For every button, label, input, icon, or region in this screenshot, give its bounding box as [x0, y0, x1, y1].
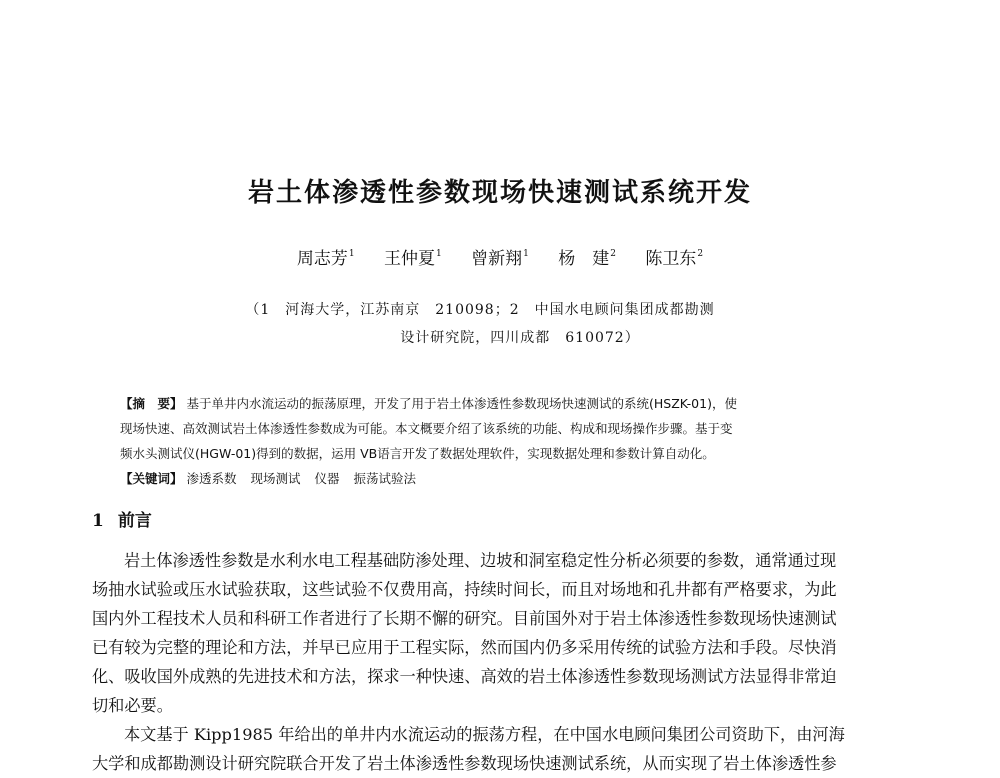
author-affiliation-mark: 1	[523, 249, 529, 259]
paragraph-line: 切和必要。	[92, 696, 173, 715]
author-name: 杨 建	[558, 249, 610, 269]
keyword: 现场测试	[250, 471, 301, 486]
paragraph-line: 本文基于 Kipp1985 年给出的单井内水流运动的振荡方程，在中国水电顾问集团公司资助下，由河海	[124, 725, 845, 744]
author	[384, 242, 442, 271]
abstract-label: 【摘 要】	[120, 396, 183, 411]
affiliation-line: 设计研究院，四川成都 610072）	[400, 330, 640, 346]
keyword: 仪器	[314, 471, 340, 486]
author	[645, 242, 703, 271]
section-title: 前言	[117, 511, 152, 531]
author-affiliation-mark: 1	[348, 249, 355, 259]
keywords-label: 【关键词】	[120, 471, 183, 486]
paragraph-line: 岩土体渗透性参数是水利水电工程基础防渗处理、边坡和洞室稳定性分析必须要的参数，通常通过现	[124, 551, 837, 570]
paragraph-line: 已有较为完整的理论和方法，并早已应用于工程实际，然而国内仍多采用传统的试验方法和手段。尽快消	[92, 638, 837, 657]
paragraph-line: 国内外工程技术人员和科研工作者进行了长期不懈的研究。目前国外对于岩土体渗透性参数现场快速测试	[92, 609, 837, 628]
author-affiliation-mark: 1	[435, 249, 442, 259]
section-heading	[92, 509, 152, 533]
author-name: 王仲夏	[383, 249, 435, 269]
author	[297, 242, 355, 271]
author-list	[0, 242, 1000, 271]
abstract-line: 频水头测试仪(HGW-01)得到的数据，运用 VB语言开发了数据处理软件，实现数据处理和参数计算自动化。	[120, 446, 715, 461]
abstract-line: 现场快速、高效测试岩土体渗透性参数成为可能。本文概要介绍了该系统的功能、构成和现场操作步骤。基于变	[120, 421, 733, 436]
abstract	[120, 391, 880, 491]
keyword: 渗透系数	[186, 471, 237, 486]
author	[471, 242, 529, 271]
paper-title: 岩土体渗透性参数现场快速测试系统开发	[247, 178, 752, 208]
abstract-text: 基于单井内水流运动的振荡原理，开发了用于岩土体渗透性参数现场快速测试的系统(HSZK-01)，使	[186, 396, 737, 411]
author	[558, 242, 616, 271]
paragraph-line: 大学和成都勘测设计研究院联合开发了岩土体渗透性参数现场快速测试系统，从而实现了岩土体渗透性参	[92, 754, 837, 773]
author-name: 周志芳	[296, 249, 348, 269]
section-number: 1	[92, 511, 104, 531]
author-affiliation-mark: 2	[610, 249, 616, 259]
keywords	[120, 466, 880, 491]
paragraph-line: 化、吸收国外成熟的先进技术和方法，探求一种快速、高效的岩土体渗透性参数现场测试方法显得非常迫	[92, 667, 837, 686]
body-text	[92, 546, 912, 778]
abstract-line	[120, 391, 880, 416]
author-name: 曾新翔	[471, 249, 523, 269]
keyword: 振荡试验法	[353, 471, 417, 486]
affiliation-line: （1 河海大学，江苏南京 210098；2 中国水电顾问集团成都勘测	[245, 302, 715, 318]
author-affiliation-mark: 2	[697, 249, 704, 259]
paragraph-line: 场抽水试验或压水试验获取，这些试验不仅费用高，持续时间长，而且对场地和孔井都有严格要求，为此	[92, 580, 837, 599]
author-name: 陈卫东	[645, 249, 697, 269]
